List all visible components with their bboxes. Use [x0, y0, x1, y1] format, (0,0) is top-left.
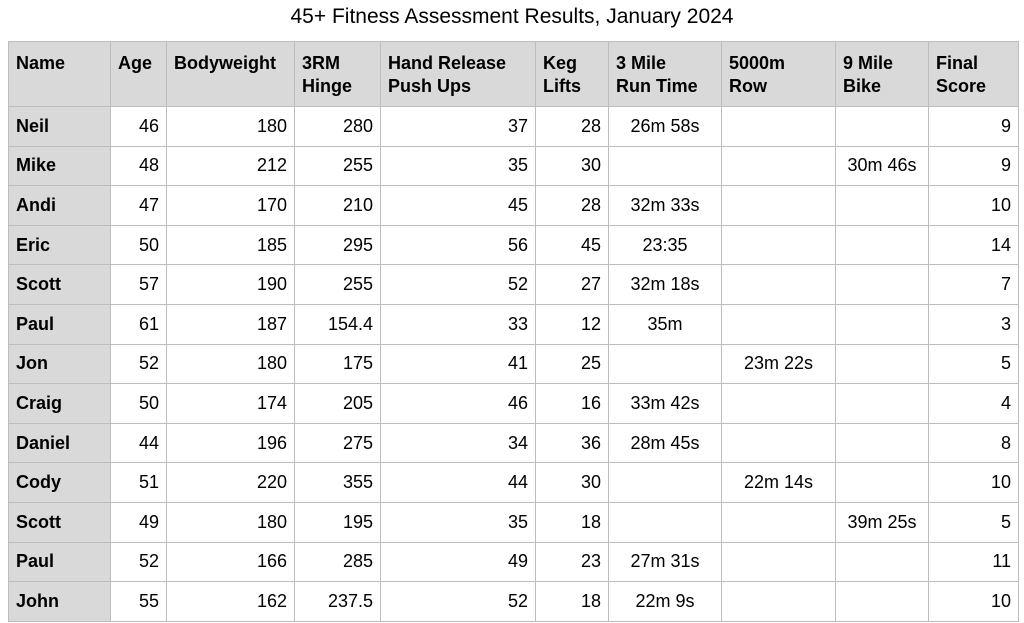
table-cell: 22m 9s — [609, 582, 722, 622]
table-cell: 39m 25s — [836, 502, 929, 542]
table-cell — [609, 344, 722, 384]
column-header-label: Bike — [843, 76, 882, 96]
table-cell: 47 — [111, 186, 167, 226]
column-header-label: Keg — [543, 53, 578, 73]
table-cell: 46 — [381, 384, 536, 424]
column-header — [836, 42, 929, 107]
table-cell: 41 — [381, 344, 536, 384]
table-cell: 187 — [167, 304, 295, 344]
table-cell: 56 — [381, 225, 536, 265]
table-cell: 49 — [111, 502, 167, 542]
table-cell: 10 — [929, 463, 1019, 503]
table-body — [9, 107, 1019, 622]
table-cell — [836, 304, 929, 344]
table-cell: 154.4 — [295, 304, 381, 344]
column-header-label: Push Ups — [388, 76, 472, 96]
table-cell: 255 — [295, 146, 381, 186]
table-cell: 30 — [536, 463, 609, 503]
column-header — [381, 42, 536, 107]
table-cell: 10 — [929, 582, 1019, 622]
table-cell: 27 — [536, 265, 609, 305]
table-cell: 52 — [111, 542, 167, 582]
table-cell: 5 — [929, 344, 1019, 384]
results-table-container — [8, 41, 1019, 622]
table-cell: 52 — [111, 344, 167, 384]
table-cell: 33 — [381, 304, 536, 344]
table-cell: 44 — [381, 463, 536, 503]
table-cell: 355 — [295, 463, 381, 503]
table-row — [9, 423, 1019, 463]
column-header — [536, 42, 609, 107]
table-cell: 44 — [111, 423, 167, 463]
table-cell: 50 — [111, 225, 167, 265]
name-cell: Scott — [9, 502, 111, 542]
table-cell: 32m 18s — [609, 265, 722, 305]
column-header-label: Hinge — [302, 76, 353, 96]
table-cell: 61 — [111, 304, 167, 344]
column-header-label: Hand Release — [388, 53, 507, 73]
header-row — [9, 42, 1019, 107]
table-cell: 175 — [295, 344, 381, 384]
results-table — [8, 41, 1019, 622]
column-header-label: Row — [729, 76, 767, 96]
table-cell: 23 — [536, 542, 609, 582]
table-cell — [722, 186, 836, 226]
table-cell: 32m 33s — [609, 186, 722, 226]
column-header — [609, 42, 722, 107]
table-cell: 4 — [929, 384, 1019, 424]
column-header-label: Final — [936, 53, 979, 73]
name-cell: Mike — [9, 146, 111, 186]
name-cell: Andi — [9, 186, 111, 226]
table-cell — [609, 146, 722, 186]
table-cell — [836, 384, 929, 424]
column-header-label: 3RM — [302, 53, 341, 73]
table-cell: 180 — [167, 502, 295, 542]
table-cell: 23m 22s — [722, 344, 836, 384]
table-cell: 28m 45s — [609, 423, 722, 463]
table-cell — [836, 225, 929, 265]
table-row — [9, 225, 1019, 265]
table-cell: 285 — [295, 542, 381, 582]
table-cell: 28 — [536, 107, 609, 147]
table-cell — [836, 186, 929, 226]
table-cell: 28 — [536, 186, 609, 226]
table-cell: 45 — [536, 225, 609, 265]
table-cell: 12 — [536, 304, 609, 344]
table-cell: 34 — [381, 423, 536, 463]
table-cell: 5 — [929, 502, 1019, 542]
table-row — [9, 186, 1019, 226]
table-cell — [722, 542, 836, 582]
table-cell: 52 — [381, 265, 536, 305]
table-row — [9, 542, 1019, 582]
table-cell: 46 — [111, 107, 167, 147]
table-row — [9, 384, 1019, 424]
table-cell — [722, 225, 836, 265]
table-cell: 30m 46s — [836, 146, 929, 186]
table-cell: 255 — [295, 265, 381, 305]
column-header — [722, 42, 836, 107]
table-cell: 45 — [381, 186, 536, 226]
column-header-label: Score — [936, 76, 987, 96]
table-cell: 8 — [929, 423, 1019, 463]
table-cell — [722, 265, 836, 305]
table-cell: 9 — [929, 107, 1019, 147]
table-row — [9, 344, 1019, 384]
table-row — [9, 304, 1019, 344]
table-row — [9, 502, 1019, 542]
column-header — [295, 42, 381, 107]
table-cell: 35 — [381, 146, 536, 186]
table-cell: 57 — [111, 265, 167, 305]
table-cell — [722, 304, 836, 344]
table-cell — [722, 146, 836, 186]
table-cell — [836, 582, 929, 622]
table-row — [9, 107, 1019, 147]
table-cell: 30 — [536, 146, 609, 186]
table-cell: 212 — [167, 146, 295, 186]
chart-title: 45+ Fitness Assessment Results, January 2024 — [290, 5, 734, 28]
table-row — [9, 146, 1019, 186]
table-cell: 18 — [536, 502, 609, 542]
table-cell: 48 — [111, 146, 167, 186]
name-cell: Cody — [9, 463, 111, 503]
table-cell — [836, 463, 929, 503]
table-cell: 55 — [111, 582, 167, 622]
table-cell: 275 — [295, 423, 381, 463]
table-cell: 50 — [111, 384, 167, 424]
table-cell: 18 — [536, 582, 609, 622]
table-row — [9, 265, 1019, 305]
name-cell: Craig — [9, 384, 111, 424]
table-cell: 35m — [609, 304, 722, 344]
table-cell: 220 — [167, 463, 295, 503]
table-cell: 195 — [295, 502, 381, 542]
table-cell — [722, 582, 836, 622]
table-cell: 3 — [929, 304, 1019, 344]
table-cell: 26m 58s — [609, 107, 722, 147]
name-cell: Paul — [9, 542, 111, 582]
table-cell — [836, 344, 929, 384]
table-cell: 52 — [381, 582, 536, 622]
table-cell — [836, 423, 929, 463]
column-header — [111, 42, 167, 107]
table-cell: 237.5 — [295, 582, 381, 622]
table-cell: 16 — [536, 384, 609, 424]
table-cell: 23:35 — [609, 225, 722, 265]
column-header-label: 9 Mile — [843, 53, 894, 73]
column-header-label: 5000m — [729, 53, 786, 73]
name-cell: Daniel — [9, 423, 111, 463]
name-cell: Eric — [9, 225, 111, 265]
name-cell: Paul — [9, 304, 111, 344]
table-cell: 170 — [167, 186, 295, 226]
table-cell: 49 — [381, 542, 536, 582]
name-cell: Neil — [9, 107, 111, 147]
column-header-label: Lifts — [543, 76, 581, 96]
table-cell: 205 — [295, 384, 381, 424]
table-cell — [722, 384, 836, 424]
table-cell — [722, 423, 836, 463]
table-cell — [722, 107, 836, 147]
column-header — [9, 42, 111, 107]
table-cell: 180 — [167, 344, 295, 384]
table-row — [9, 463, 1019, 503]
column-header-label: Bodyweight — [174, 53, 276, 73]
table-cell: 210 — [295, 186, 381, 226]
table-cell: 295 — [295, 225, 381, 265]
table-cell: 162 — [167, 582, 295, 622]
table-cell — [836, 107, 929, 147]
table-cell: 14 — [929, 225, 1019, 265]
name-cell: John — [9, 582, 111, 622]
column-header — [929, 42, 1019, 107]
table-cell: 180 — [167, 107, 295, 147]
table-cell — [609, 502, 722, 542]
table-cell: 22m 14s — [722, 463, 836, 503]
table-cell: 37 — [381, 107, 536, 147]
name-cell: Jon — [9, 344, 111, 384]
table-row — [9, 582, 1019, 622]
table-cell: 11 — [929, 542, 1019, 582]
table-cell — [609, 463, 722, 503]
column-header-label: Run Time — [616, 76, 698, 96]
column-header — [167, 42, 295, 107]
table-cell: 33m 42s — [609, 384, 722, 424]
table-cell: 185 — [167, 225, 295, 265]
name-cell: Scott — [9, 265, 111, 305]
table-cell: 36 — [536, 423, 609, 463]
table-cell: 190 — [167, 265, 295, 305]
table-cell: 25 — [536, 344, 609, 384]
column-header-label: Name — [16, 53, 66, 73]
table-cell — [722, 502, 836, 542]
table-cell: 166 — [167, 542, 295, 582]
table-cell: 196 — [167, 423, 295, 463]
table-cell: 280 — [295, 107, 381, 147]
table-cell: 35 — [381, 502, 536, 542]
table-cell — [836, 542, 929, 582]
table-cell: 174 — [167, 384, 295, 424]
table-cell: 10 — [929, 186, 1019, 226]
table-cell — [836, 265, 929, 305]
column-header-label: 3 Mile — [616, 53, 667, 73]
column-header-label: Age — [118, 53, 153, 73]
table-cell: 7 — [929, 265, 1019, 305]
table-cell: 27m 31s — [609, 542, 722, 582]
table-cell: 9 — [929, 146, 1019, 186]
table-cell: 51 — [111, 463, 167, 503]
